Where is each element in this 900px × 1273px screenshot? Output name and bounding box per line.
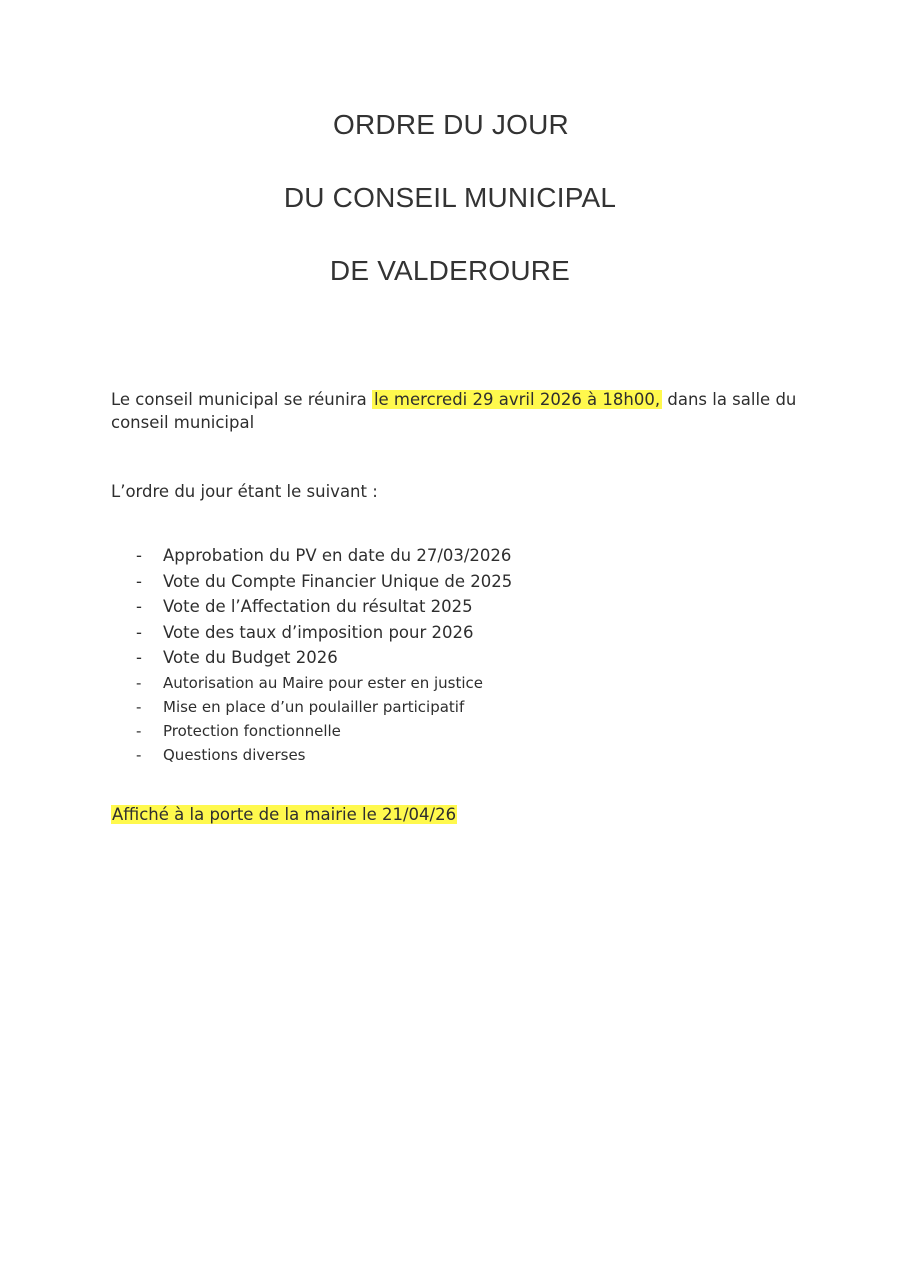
- posting-notice-highlight: Affiché à la porte de la mairie le 21/04/26: [112, 805, 457, 824]
- list-dash: -: [136, 721, 142, 740]
- agenda-item: [136, 620, 512, 646]
- list-dash: -: [136, 745, 142, 764]
- announcement-text-after: dans la salle du conseil municipal: [111, 390, 797, 432]
- list-dash: -: [136, 597, 142, 616]
- agenda-item: [136, 594, 512, 620]
- agenda-item-text: Protection fonctionnelle: [163, 721, 341, 740]
- list-dash: -: [136, 697, 142, 716]
- agenda-item-text: Questions diverses: [163, 745, 306, 764]
- list-dash: -: [136, 673, 142, 692]
- agenda-item-text: Vote du Compte Financier Unique de 2025: [163, 571, 513, 591]
- agenda-lead: L’ordre du jour étant le suivant :: [111, 482, 378, 501]
- agenda-item: [136, 695, 512, 719]
- meeting-date-highlight: le mercredi 29 avril 2026 à 18h00,: [373, 390, 661, 409]
- list-dash: -: [136, 546, 142, 565]
- meeting-announcement: [111, 388, 811, 434]
- agenda-item: [136, 671, 512, 695]
- agenda-item-text: Vote de l’Affectation du résultat 2025: [163, 597, 473, 616]
- agenda-item: [136, 569, 512, 595]
- agenda-list: [136, 543, 512, 767]
- agenda-item-text: Approbation du PV en date du 27/03/2026: [163, 546, 512, 565]
- agenda-item-text: Vote des taux d’imposition pour 2026: [163, 622, 474, 642]
- agenda-item-text: Mise en place d’un poulailler participatif: [163, 697, 465, 716]
- agenda-item-text: Autorisation au Maire pour ester en justice: [163, 673, 484, 692]
- agenda-item: [136, 719, 512, 743]
- list-dash: -: [136, 571, 142, 591]
- title-line-2: DU CONSEIL MUNICIPAL: [283, 182, 617, 213]
- agenda-item: [136, 743, 512, 767]
- list-dash: -: [136, 648, 142, 667]
- title-line-3: DE VALDEROURE: [329, 255, 571, 286]
- title-line-1: ORDRE DU JOUR: [333, 109, 569, 140]
- agenda-item: [136, 543, 512, 569]
- agenda-item-text: Vote du Budget 2026: [163, 648, 338, 667]
- document-title: [0, 108, 900, 327]
- agenda-item: [136, 645, 512, 671]
- list-dash: -: [136, 622, 142, 642]
- announcement-text-before: Le conseil municipal se réunira: [111, 390, 372, 409]
- posting-notice: [111, 803, 457, 826]
